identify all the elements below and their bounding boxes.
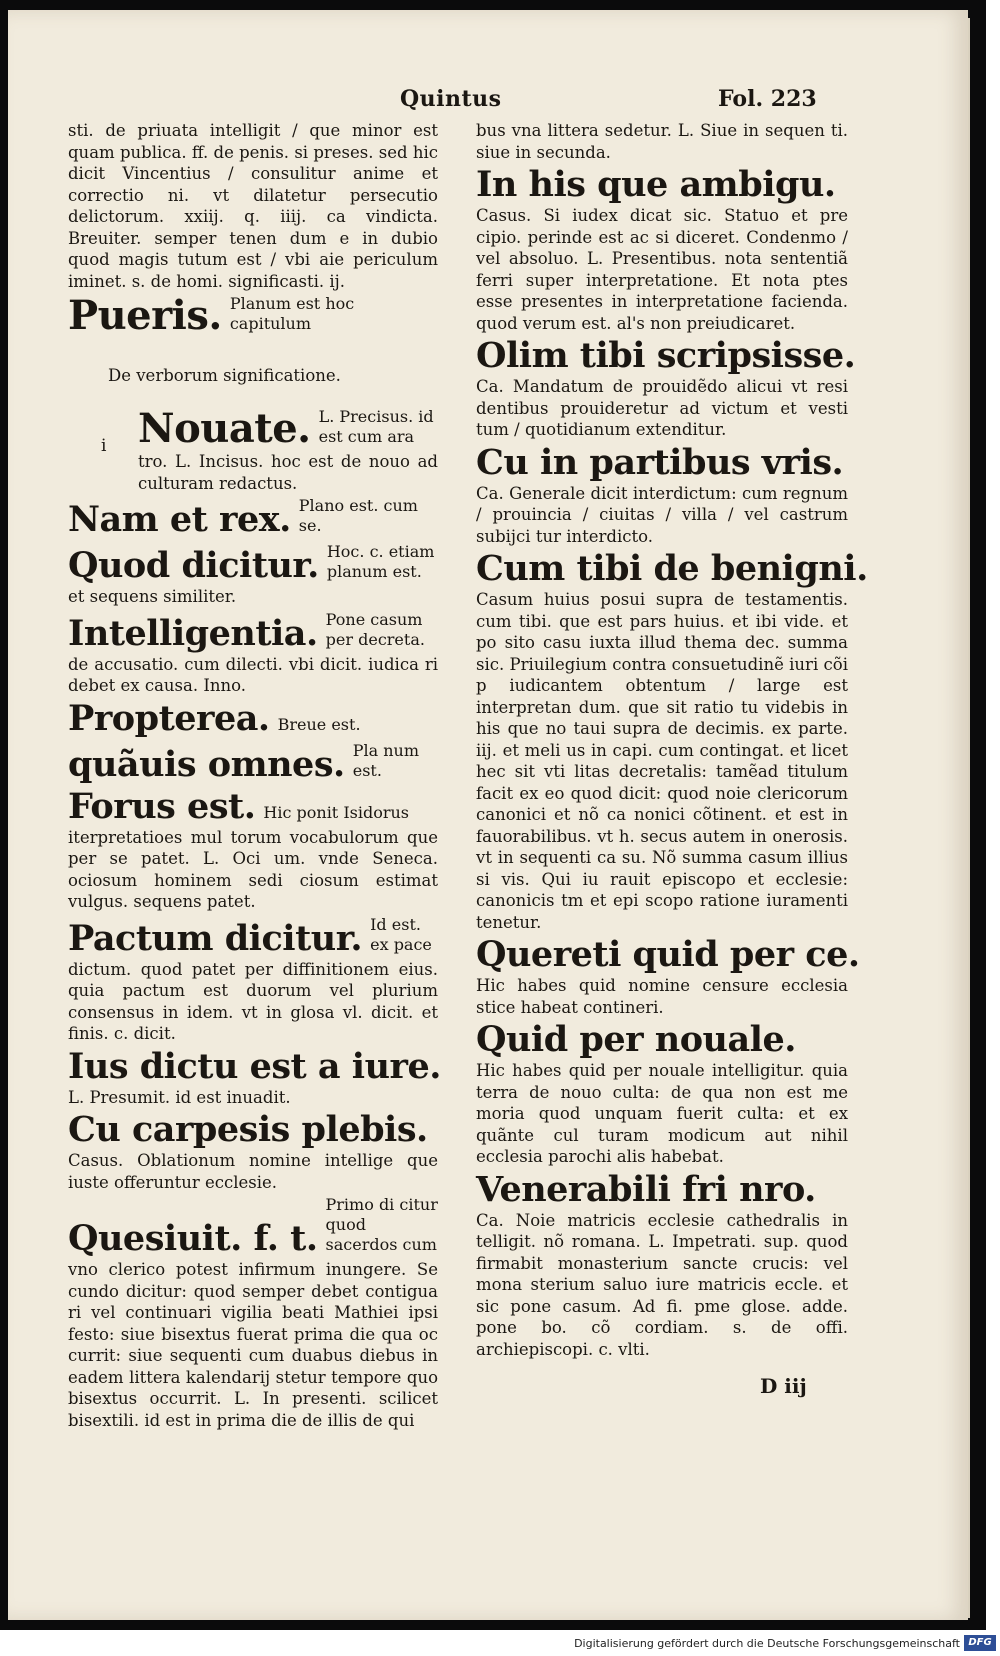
entry-note: Plano est. cum se. [298, 496, 418, 535]
entry-heading: Propterea. [68, 697, 270, 739]
entry-cum-tibi [476, 548, 868, 933]
entry-ius-dictum [68, 1045, 441, 1109]
entry-body: L. Presumit. id est inuadit. [68, 1087, 291, 1107]
margin-mark: i [101, 436, 107, 456]
funding-credit: Digitalisierung gefördert durch die Deutsche Forschungsgemeinschaft [574, 1637, 960, 1650]
entry-body: Ca. Mandatum de prouidẽdo alicui vt resi dentibus prouideretur ad victum et vesti tum / quotidianum extenditur. [476, 377, 848, 439]
entry-heading: Pueris. [68, 292, 222, 339]
entry-olim [476, 335, 856, 441]
entry-venerabili [476, 1170, 848, 1361]
entry-heading: Pactum dicitur. [68, 917, 363, 959]
dfg-logo-icon: DFG [964, 1635, 996, 1651]
entry-heading: Cum tibi de benigni. [476, 548, 868, 589]
entry-body: de accusatio. cum dilecti. vbi dicit. iudica ri debet ex causa. Inno. [68, 654, 438, 695]
entry-body: tro. L. Incisus. hoc est de nouo ad culturam redactus. [138, 452, 438, 493]
entry-heading: Forus est. [68, 785, 256, 827]
entry-cum-in-partibus [476, 443, 848, 548]
entry-heading: Ius dictu est a iure. [68, 1045, 441, 1087]
entry-note: Planum est hoc capitulum [229, 294, 355, 333]
entry-cum-carpesis [68, 1110, 438, 1193]
entry-heading: Quod dicitur. [68, 545, 319, 586]
entry-body: iterpretatioes mul torum vocabulorum que per se patet. L. Oci um. vnde Seneca. ociosum hominem sedi ciosum estimat vulgus. sequens patet. [68, 827, 438, 911]
entry-heading: Cu carpesis plebis. [68, 1109, 428, 1150]
entry-body: Casus. Si iudex dicat sic. Statuo et pre cipio. perinde est ac si diceret. Condenmo / vel absoluo. L. Presentibus. nota sententiã ferri super interpretatione. Et nota ptes esse presentes in interpretatione facienda. quod verum est. al's non preiudicaret. [476, 206, 848, 333]
entry-body: vno clerico potest infirmum inungere. Se cundo dicitur: quod semper debet contigua ri vel continuari vigilia beati Mathiei ipsi festo: siue bisextus fuerat prima die qua oc currit: siue sequenti cum duabus diebus in eadem littera kalendarij stetur tempore quo bisextus occurrit. L. In presenti. scilicet bisextili. id est in prima die de illis de qui [68, 1260, 438, 1430]
entry-heading: Nam et rex. [68, 499, 291, 540]
right-column [476, 120, 868, 1360]
entry-body: Hic habes quid per nouale intelligitur. quia terra de nouo culta: de qua non est me moria quod unquam fuerit culta: et ex quãnte cul turam modicum aut nihil ecclesia parochi alis habebat. [476, 1061, 848, 1166]
entry-body: Ca. Noie matricis ecclesie cathedralis in telligit. nõ romana. L. Impetrati. sup. quod firmabit monasterium sancte crucis: vel mona sterium saluo iure matricis eccle. et sic pone casum. Ad fi. pme glose. adde. pone bo. cõ cordiam. s. de offi. archiepiscopi. c. vlti. [476, 1210, 848, 1359]
entry-forus-est [68, 787, 438, 913]
entry-body: Ca. Generale dicit interdictum: cum regnum / prouincia / ciuitas / villa / vel castrum subijci tur interdicto. [476, 483, 848, 546]
entry-nouale [68, 407, 438, 494]
entry-note: Primo di citur quod sacerdos cum [325, 1195, 438, 1254]
entry-heading: Intelligentia. [68, 612, 318, 654]
entry-pactum-dicitur [68, 915, 438, 1045]
entry-note: Pone casum per decreta. [325, 609, 425, 649]
entry-note: L. Precisus. id est cum ara [318, 407, 434, 446]
entry-heading: Quesiuit. f. t. [68, 1218, 318, 1259]
entry-body: dictum. quod patet per diffinitionem eius. quia pactum est duorum vel plurium consensus in idem. vt in glosa vl. dicit. et finis. c. dicit. [68, 959, 438, 1043]
left-intro-text: sti. de priuata intelligit / que minor est quam publica. ff. de penis. si preses. sed hic dicit Vincentius / consulitur anime et correctio ni. vt dilatetur persecutio delictorum. xxiij. q. iiij. ca vindicta. Breuiter. semper tenen dum e in dubio quod magis tutum est / vbi aie periculum iminet. s. de homi. significasti. ij. [68, 121, 438, 291]
entry-heading: Quereti quid per ce. [476, 934, 860, 975]
entry-pueris [68, 294, 438, 338]
entry-body: Casum huius posui supra de testamentis. cum tibi. que est pars huius. et ibi vide. et po sito casu iuxta illud thema dec. summa sic. Priuilegium contra consuetudinẽ iuri cõi p iudicantem obtentum / large est interpretan dum. que sit ratio tu videbis in his que no taui supra de decimis. ex parte. iij. et meli us in capi. cum contingat. et licet hec sit vti litas decretalis: tamẽad titulum facit ex eo quod dicit: quod noie clericorum canonici et nõ ca nonici cõtinent. et est in fauorabilibus. vt h. secus autem in onerosis. vt in sequenti ca su. Nõ summa casum illius si vis. Qui iu rauit episcopo et ecclesie: canonicis tm et epi scopo ratione iuramenti tenetur. [476, 590, 848, 932]
entry-heading: Olim tibi scripsisse. [476, 335, 856, 376]
entry-quaerenti [476, 934, 860, 1018]
entry-quid-per-nouale [476, 1020, 848, 1168]
entry-note: Breue est. [277, 714, 361, 734]
entry-quauis-omnes [68, 741, 438, 785]
entry-heading: Venerabili fri nro. [476, 1168, 816, 1210]
entry-note: Hic ponit Isidorus [263, 802, 410, 822]
entry-heading: Cu in partibus vris. [476, 441, 844, 483]
left-column [68, 120, 441, 1431]
entry-heading: Nouate. [138, 405, 311, 452]
folio-number: Fol. 223 [718, 86, 817, 112]
entry-in-his [476, 165, 848, 334]
entry-body: et sequens similiter. [68, 587, 237, 606]
entry-note: Pla num est. [352, 740, 420, 780]
entry-body: Casus. Oblationum nomine intellige que iuste offeruntur ecclesie. [68, 1151, 438, 1192]
entry-heading: Quid per nouale. [476, 1019, 796, 1060]
entry-quesiuit [68, 1195, 438, 1431]
signature-mark: D iij [760, 1374, 807, 1398]
entry-intelligentia [68, 610, 438, 697]
entry-heading: In his que ambigu. [476, 164, 836, 205]
entry-note: Hoc. c. etiam planum est. [326, 542, 435, 581]
entry-body: Hic habes quid nomine censure ecclesia stice habeat contineri. [476, 976, 848, 1017]
entry-nam-et-rex [68, 496, 438, 540]
section-rubric: De verborum significatione. [108, 366, 341, 385]
entry-note: Id est. ex pace [370, 914, 432, 954]
entry-quod-dicitur [68, 542, 438, 608]
entry-propterea [68, 699, 438, 739]
running-title: Quintus [400, 86, 502, 112]
entry-heading: quãuis omnes. [68, 743, 345, 785]
right-intro-text: bus vna littera sedetur. L. Siue in sequen ti. siue in secunda. [476, 121, 848, 162]
